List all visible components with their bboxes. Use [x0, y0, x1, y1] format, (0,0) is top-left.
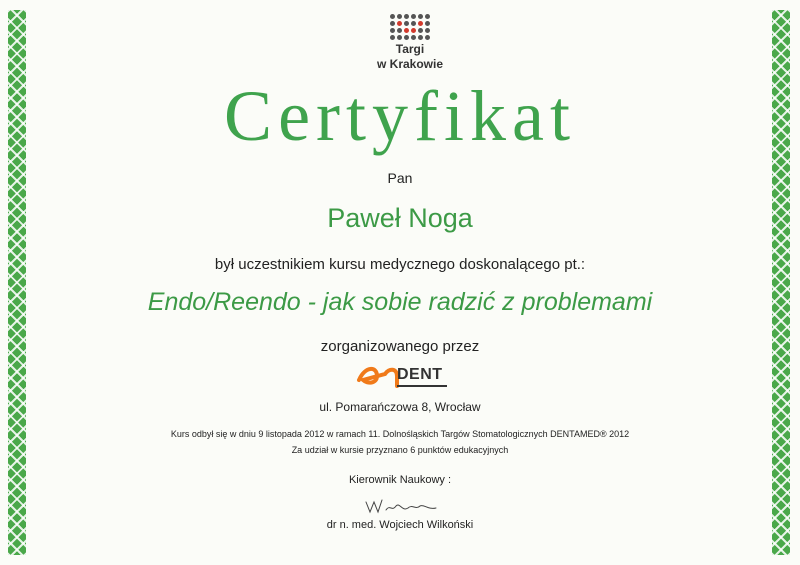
certificate-title: Certyfikat: [224, 76, 576, 156]
targi-logo-line1: Targi: [395, 42, 425, 56]
participation-text: był uczestnikiem kursu medycznego doskonalącego pt.:: [214, 256, 586, 273]
targi-logo-dots-icon: [370, 14, 450, 40]
handwritten-signature-icon: [362, 496, 442, 516]
course-details: Kurs odbył się w dniu 9 listopada 2012 w ramach 11. Dolnośląskich Targów Stomatologicznych DENTAMED® 2012: [170, 429, 630, 439]
organized-by-text: zorganizowanego przez: [320, 338, 480, 355]
signatory-name: dr n. med. Wojciech Wilkoński: [326, 519, 474, 531]
organizer-logo-text: DENT: [397, 366, 443, 383]
targi-logo: [370, 14, 450, 70]
course-title: Endo/Reendo - jak sobie radzić z problemami: [147, 288, 653, 316]
education-points: Za udział w kursie przyznano 6 punktów edukacyjnych: [291, 445, 509, 455]
scientific-head-label: Kierownik Naukowy :: [348, 474, 452, 486]
salutation: Pan: [387, 170, 413, 186]
organizer-address: ul. Pomarańczowa 8, Wrocław: [319, 400, 481, 414]
targi-logo-line2: w Krakowie: [376, 57, 444, 71]
organizer-logo-underline: [397, 385, 447, 387]
recipient-name: Paweł Noga: [327, 203, 473, 233]
